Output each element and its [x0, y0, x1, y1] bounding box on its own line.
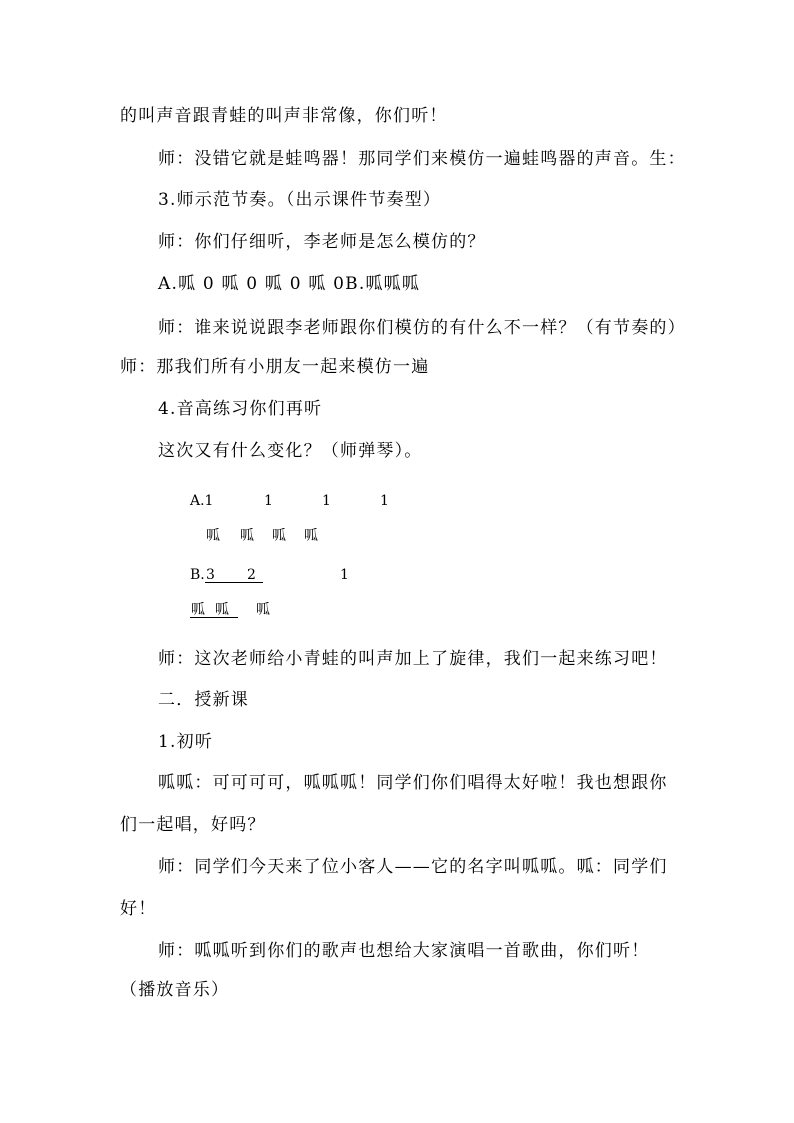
paragraph: A.呱 0 呱 0 呱 0 呱 0B.呱呱呱: [158, 274, 421, 294]
paragraph: 的叫声音跟青蛙的叫声非常像，你们听！: [120, 106, 448, 126]
notation-b-note: 3: [206, 567, 215, 583]
paragraph: 们一起唱，好吗？: [120, 815, 266, 835]
paragraph: 好！: [120, 899, 157, 919]
notation-a-syllable: 呱: [206, 528, 220, 544]
notation-a-note: 1: [380, 493, 389, 509]
section-heading: 二．授新课: [158, 690, 249, 710]
paragraph: 师：这次老师给小青蛙的叫声加上了旋律，我们一起来练习吧！: [158, 649, 668, 669]
notation-b-syllable: 呱: [256, 602, 270, 618]
paragraph: 3.师示范节奏。（出示课件节奏型）: [158, 190, 442, 210]
notation-a-syllable: 呱: [304, 528, 318, 544]
notation-a-note: 1: [322, 493, 331, 509]
paragraph: 呱呱：可可可可，呱呱呱！同学们你们唱得太好啦！我也想跟你: [158, 773, 668, 793]
subsection-heading: 1.初听: [158, 732, 214, 752]
notation-a-note: 1: [264, 493, 273, 509]
notation-b-syllable: 呱: [215, 602, 229, 618]
notation-a-label: A.1: [190, 493, 214, 509]
paragraph: 师：你们仔细听，李老师是怎么模仿的？: [158, 232, 486, 252]
paragraph: 师：同学们今天来了位小客人——它的名字叫呱呱。呱：同学们: [158, 857, 668, 877]
notation-b-note: 2: [247, 567, 256, 583]
paragraph: 师：谁来说说跟李老师跟你们模仿的有什么不一样？（有节奏的）: [158, 318, 686, 338]
notation-a-syllable: 呱: [272, 528, 286, 544]
paragraph: 师：那我们所有小朋友一起来模仿一遍: [120, 357, 430, 377]
notation-b-syllable: 呱: [191, 602, 205, 618]
paragraph: （播放音乐）: [120, 980, 230, 1000]
notation-b-label: B.: [190, 567, 205, 583]
paragraph: 4.音高练习你们再听: [158, 399, 323, 419]
paragraph: 这次又有什么变化？（师弹琴）。: [158, 441, 423, 461]
paragraph: 师：呱呱听到你们的歌声也想给大家演唱一首歌曲，你们听！: [158, 941, 650, 961]
notation-a-syllable: 呱: [240, 528, 254, 544]
paragraph: 师：没错它就是蛙鸣器！那同学们来模仿一遍蛙鸣器的声音。生：: [158, 149, 686, 169]
notation-b-underline-syllables: [190, 601, 238, 618]
notation-b-underline-group: [205, 566, 263, 583]
notation-b-note: 1: [340, 567, 349, 583]
